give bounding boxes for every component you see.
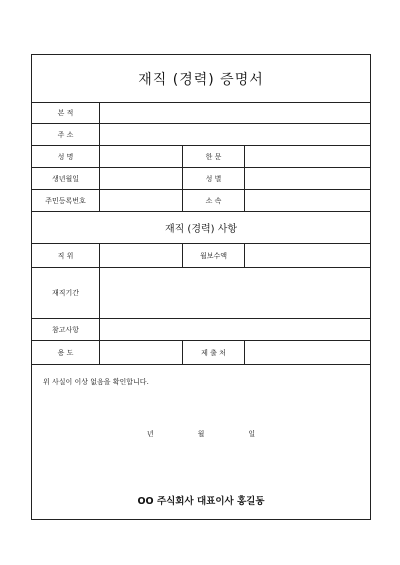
section-employment bbox=[32, 212, 370, 244]
value-resid[interactable] bbox=[100, 190, 183, 211]
date-month: 월 bbox=[197, 430, 205, 438]
row-main bbox=[32, 102, 370, 124]
date-year: 년 bbox=[146, 430, 154, 438]
value-birth[interactable] bbox=[100, 168, 183, 189]
label-hanmun: 한 문 bbox=[183, 146, 245, 167]
certificate-form bbox=[31, 54, 371, 520]
date-line bbox=[32, 429, 370, 439]
value-name[interactable] bbox=[100, 146, 183, 167]
label-name: 성 명 bbox=[32, 146, 100, 167]
label-main: 본 적 bbox=[32, 102, 100, 123]
label-dept: 소 속 bbox=[183, 190, 245, 211]
value-purpose[interactable] bbox=[100, 341, 183, 364]
row-birth bbox=[32, 168, 370, 190]
label-address: 주 소 bbox=[32, 124, 100, 145]
date-day: 일 bbox=[248, 430, 256, 438]
label-gender: 성 별 bbox=[183, 168, 245, 189]
row-name bbox=[32, 146, 370, 168]
row-resid bbox=[32, 190, 370, 212]
label-remark: 참고사항 bbox=[32, 319, 100, 340]
label-submit: 제 출 처 bbox=[183, 341, 245, 364]
label-birth: 생년월일 bbox=[32, 168, 100, 189]
row-purpose bbox=[32, 341, 370, 365]
confirm-text: 위 사실이 이상 없음을 확인합니다. bbox=[43, 378, 149, 386]
value-position[interactable] bbox=[100, 244, 183, 267]
form-title: 재직 (경력) 증명서 bbox=[32, 55, 370, 103]
label-salary: 월보수액 bbox=[183, 244, 245, 267]
section-title: 재직 (경력) 사항 bbox=[164, 224, 238, 235]
row-position bbox=[32, 244, 370, 268]
row-address bbox=[32, 124, 370, 146]
label-purpose: 용 도 bbox=[32, 341, 100, 364]
label-resid: 주민등록번호 bbox=[32, 190, 100, 211]
row-remark bbox=[32, 319, 370, 341]
label-position: 직 위 bbox=[32, 244, 100, 267]
signature: OO 주식회사 대표이사 홍길동 bbox=[137, 496, 265, 507]
label-period: 재직기간 bbox=[32, 268, 100, 318]
row-period bbox=[32, 268, 370, 319]
